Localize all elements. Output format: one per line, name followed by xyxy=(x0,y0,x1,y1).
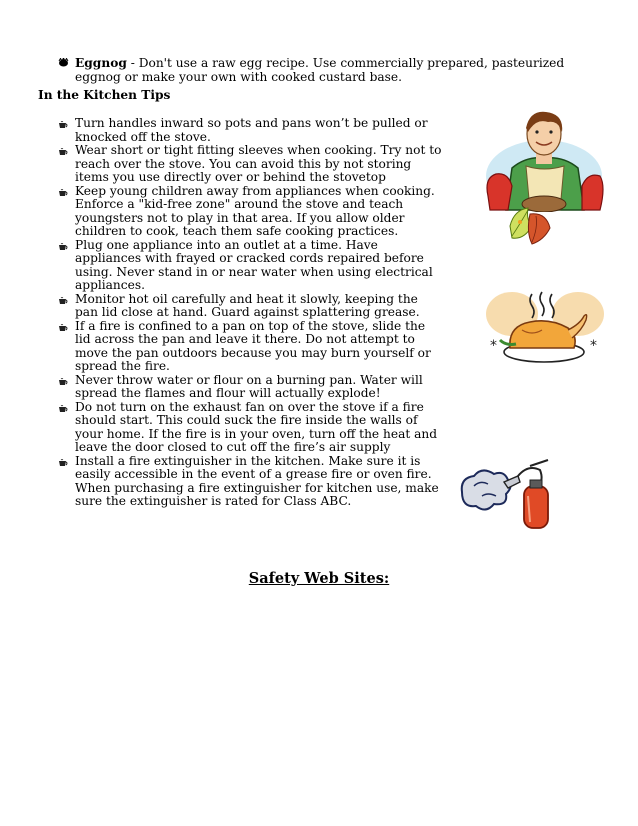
autumn-leaves-icon xyxy=(506,204,552,248)
roast-turkey-icon xyxy=(486,290,604,364)
tip-text: Install a fire extinguisher in the kitchen. Make sure it is easily accessible in the event of a grease fire or oven fire. When purchasing a fire extinguisher for kitchen use, make sure the extinguisher is rated for Class ABC. xyxy=(75,453,439,508)
cup-bullet-icon xyxy=(58,378,68,386)
cup-bullet-icon xyxy=(58,121,68,129)
eggnog-tip xyxy=(58,56,578,84)
tip-text: If a fire is confined to a pan on top of the stove, slide the lid across the pan and leave it there. Do not attempt to move the pan outdoors because you may burn yourself or spread the fire. xyxy=(75,318,431,373)
tip-text: Monitor hot oil carefully and heat it slowly, keeping the pan lid close at hand. Guard against splattering grease. xyxy=(75,291,420,319)
cup-bullet-icon xyxy=(58,148,68,156)
list-item xyxy=(58,374,443,401)
svg-text:*: * xyxy=(590,338,597,354)
list-item xyxy=(58,293,443,320)
kitchen-tips-list xyxy=(58,117,443,509)
eggnog-label: Eggnog xyxy=(75,56,127,70)
cup-bullet-icon xyxy=(58,459,68,467)
list-item xyxy=(58,239,443,293)
cup-bullet-icon xyxy=(58,324,68,332)
list-item xyxy=(58,117,443,144)
tip-text: Never throw water or flour on a burning pan. Water will spread the flames and flour will actually explode! xyxy=(75,372,423,400)
tip-text: Keep young children away from appliances when cooking. Enforce a "kid-free zone" around the stove and teach youngsters not to play in that area. If you allow older children to cook, teach them safe cooking practices. xyxy=(75,183,435,238)
eggnog-text: - Don't use a raw egg recipe. Use commercially prepared, pasteurized eggnog or make your own with cooked custard base. xyxy=(75,56,565,84)
svg-text:*: * xyxy=(490,338,497,354)
tip-text: Wear short or tight fitting sleeves when cooking. Try not to reach over the stove. You can avoid this by not storing items you use directly over or behind the stovetop xyxy=(75,143,442,184)
tip-text: Do not turn on the exhaust fan on over the stove if a fire should start. This could suck the fire inside the walls of your home. If the fire is in your oven, turn off the heat and leave the door closed to cut off the fire’s air supply xyxy=(75,399,438,454)
tip-text: Plug one appliance into an outlet at a time. Have appliances with frayed or cracked cords repaired before using. Never stand in or near water when using electrical appliances. xyxy=(75,237,433,292)
cup-bullet-icon xyxy=(58,189,68,197)
fire-extinguisher-icon xyxy=(458,456,560,532)
list-item xyxy=(58,401,443,455)
list-item xyxy=(58,144,443,185)
section-heading: In the Kitchen Tips xyxy=(38,88,171,102)
list-item xyxy=(58,455,443,509)
list-item xyxy=(58,185,443,239)
cup-bullet-icon xyxy=(58,297,68,305)
safety-web-sites-heading: Safety Web Sites: xyxy=(248,570,390,587)
list-item xyxy=(58,320,443,374)
cup-bullet-icon xyxy=(58,243,68,251)
turkey-bullet-icon xyxy=(58,58,69,67)
cook-clipart-icon xyxy=(478,106,604,212)
tip-text: Turn handles inward so pots and pans won’t be pulled or knocked off the stove. xyxy=(75,116,428,144)
cup-bullet-icon xyxy=(58,405,68,413)
